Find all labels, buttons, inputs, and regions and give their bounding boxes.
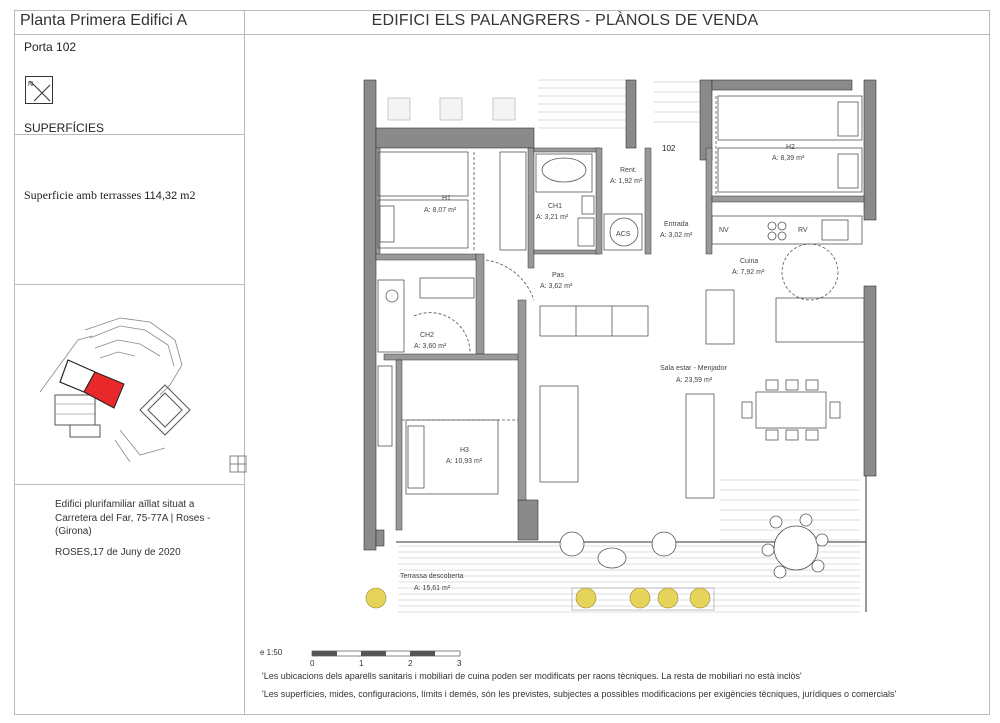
room-area-h2: A: 8,39 m² (772, 155, 805, 162)
room-name-pas: Pas (552, 272, 565, 279)
scale-tick-2: 2 (408, 659, 413, 668)
room-area-rent: A: 1,92 m² (610, 178, 643, 185)
room-name-terrassa: Terrassa descoberta (400, 573, 464, 580)
surface-value: 114,32 (144, 190, 178, 202)
scale-label: e 1:50 (260, 648, 283, 657)
plan-title: Planta Primera Edifici A (20, 12, 188, 29)
footnote-fixtures: 'Les ubicacions dels aparells sanitaris i mobiliari de cuina poden ser modificats per raons tècniques. La resta de mobiliari no està inclòs' (262, 671, 802, 681)
room-name-rent: Rent. (620, 167, 637, 174)
surface-label: Superficie amb terrasses (24, 188, 142, 202)
fridge-label: NV (719, 227, 729, 234)
washer-label: ACS (616, 231, 631, 238)
room-area-cuina: A: 7,92 m² (732, 269, 765, 276)
room-name-ch2: CH2 (420, 332, 435, 339)
room-area-pas: A: 3,62 m² (540, 283, 573, 290)
room-area-h3: A: 10,93 m² (446, 458, 483, 465)
room-area-sala: A: 23,59 m² (676, 377, 713, 384)
surfaces-heading: SUPERFÍCIES (24, 121, 105, 135)
document-date: ROSES,17 de Juny de 2020 (55, 547, 181, 558)
room-name-cuina: Cuina (740, 258, 759, 265)
room-name-h2: H2 (786, 144, 795, 151)
room-name-h3: H3 (460, 447, 469, 454)
room-area-entrada: A: 3,02 m² (660, 232, 693, 239)
room-name-h1: H1 (442, 195, 451, 202)
room-name-ch1: CH1 (548, 203, 563, 210)
room-area-terrassa: A: 15,61 m² (414, 585, 451, 592)
footnote-surfaces: 'Les superfícies, mides, configuracions, límits i demés, són les previstes, subjectes a possibles modificacions per exigències tècniques, jurídiques o comercials' (262, 689, 897, 699)
building-address: Edifici plurifamiliar aïllat situat a Carretera del Far, 75-77A | Roses - (Girona) (55, 499, 211, 537)
unit-number-label: 102 (662, 144, 676, 153)
scale-tick-3: 3 (457, 659, 462, 668)
room-name-entrada: Entrada (664, 221, 689, 228)
document-title: EDIFICI ELS PALANGRERS - PLÀNOLS DE VENDA (371, 12, 759, 29)
room-name-sala: Sala estar - Menjador (660, 365, 727, 372)
room-area-ch2: A: 3,60 m² (414, 343, 447, 350)
room-area-ch1: A: 3,21 m² (536, 214, 569, 221)
scale-tick-0: 0 (310, 659, 315, 668)
unit-door-label: Porta 102 (24, 40, 77, 54)
north-label: N (28, 81, 34, 88)
surface-unit: m2 (180, 188, 196, 202)
room-area-h1: A: 8,07 m² (424, 207, 457, 214)
scale-tick-1: 1 (359, 659, 364, 668)
scale-bar (310, 649, 470, 661)
dishwasher-label: RV (798, 227, 808, 234)
